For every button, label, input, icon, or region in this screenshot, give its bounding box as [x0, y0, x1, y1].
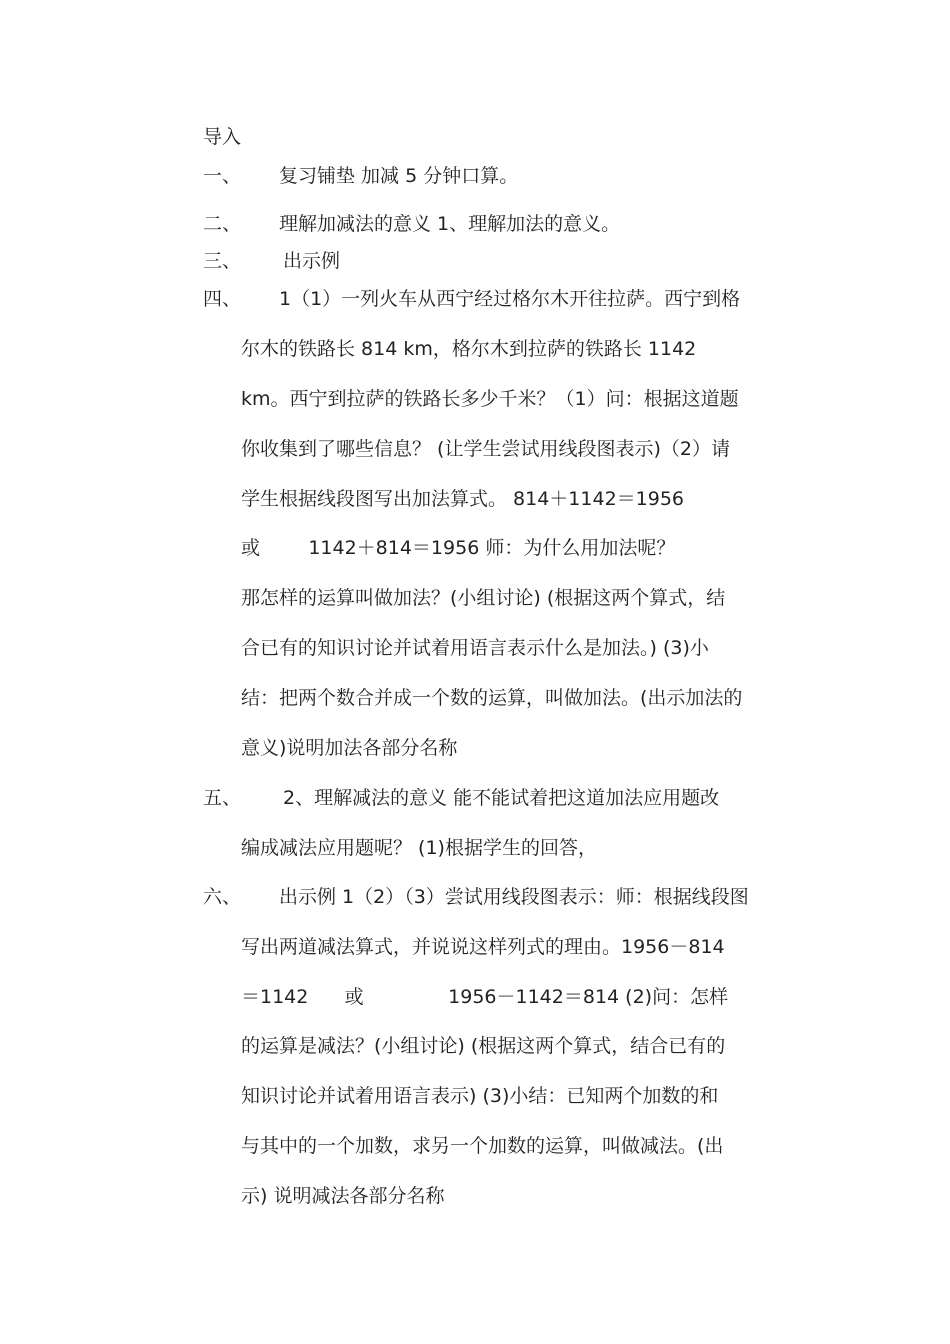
section-line: 意义)说明加法各部分名称	[241, 737, 458, 759]
intro-heading: 导入	[203, 126, 242, 148]
section-line: 尔木的铁路长 814 km，格尔木到拉萨的铁路长 1142	[241, 338, 697, 360]
section-line: 1（1）一列火车从西宁经过格尔木开往拉萨。西宁到格	[279, 288, 741, 310]
section-marker: 二、	[203, 213, 242, 235]
section-line: 理解加减法的意义 1、理解加法的意义。	[279, 213, 621, 235]
section-line: 编成减法应用题呢？ (1)根据学生的回答，	[241, 837, 597, 859]
section-line: 合已有的知识讨论并试着用语言表示什么是加法。) (3)小	[241, 637, 709, 659]
section-marker: 四、	[203, 288, 242, 310]
section-line: ＝1142 或 1956－1142＝814 (2)问：怎样	[241, 986, 729, 1008]
section-line: 或 1142＋814＝1956 师：为什么用加法呢？	[241, 537, 676, 559]
section-marker: 六、	[203, 886, 242, 908]
section-line: 结：把两个数合并成一个数的运算，叫做加法。(出示加法的	[241, 687, 743, 709]
section-line: 写出两道减法算式，并说说这样列式的理由。1956－814	[241, 936, 725, 958]
section-line: 示) 说明减法各部分名称	[241, 1185, 445, 1207]
section-line: 知识讨论并试着用语言表示) (3)小结：已知两个加数的和	[241, 1085, 719, 1107]
section-marker: 三、	[203, 250, 242, 272]
section-line: 的运算是减法？(小组讨论) (根据这两个算式，结合已有的	[241, 1035, 726, 1057]
section-line: 复习铺垫 加减 5 分钟口算。	[279, 165, 519, 187]
section-line: 学生根据线段图写出加法算式。 814＋1142＝1956	[241, 488, 685, 510]
section-line: 2、理解减法的意义 能不能试着把这道加法应用题改	[283, 787, 720, 809]
section-line: 与其中的一个加数，求另一个加数的运算，叫做减法。(出	[241, 1135, 724, 1157]
section-line: km。西宁到拉萨的铁路长多少千米？（1）问：根据这道题	[241, 388, 739, 410]
section-marker: 一、	[203, 165, 242, 187]
section-line: 出示例	[283, 250, 341, 272]
section-marker: 五、	[203, 787, 242, 809]
section-line: 你收集到了哪些信息？ (让学生尝试用线段图表示)（2）请	[241, 438, 730, 460]
section-line: 那怎样的运算叫做加法？(小组讨论) (根据这两个算式，结	[241, 587, 726, 609]
section-line: 出示例 1（2）（3）尝试用线段图表示：师：根据线段图	[279, 886, 749, 908]
